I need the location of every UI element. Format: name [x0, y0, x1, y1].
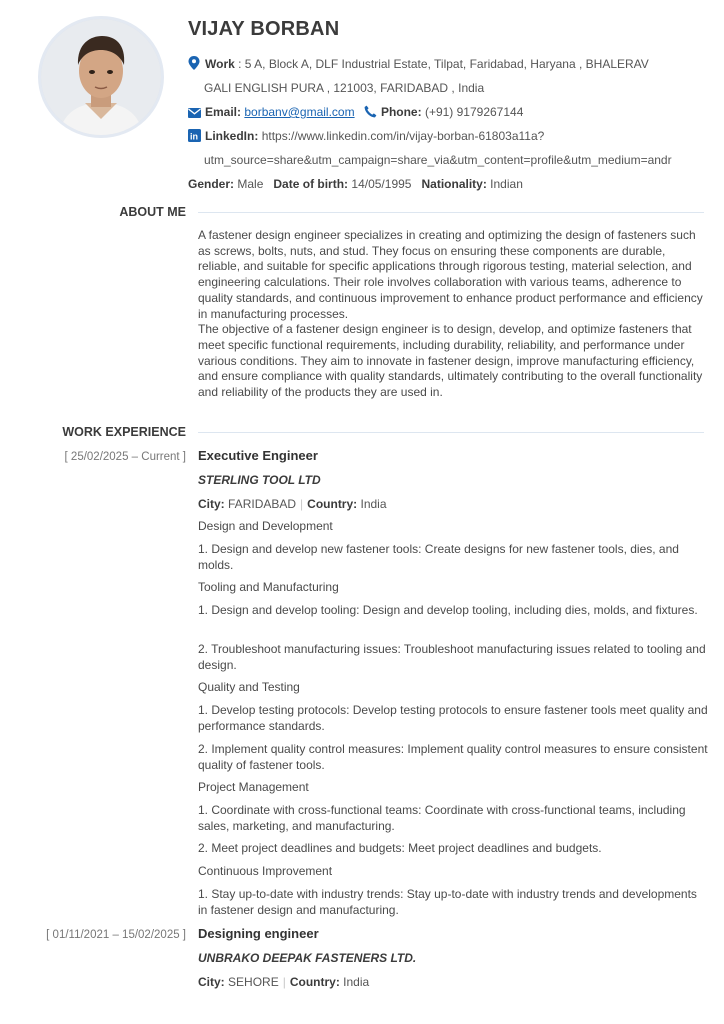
work-address-line-2: GALI ENGLISH PURA , 121003, FARIDABAD , India [204, 81, 485, 95]
city-value: SEHORE [228, 975, 279, 989]
duty-heading: Tooling and Manufacturing [198, 580, 339, 594]
job-title: Designing engineer [198, 926, 319, 941]
gender-value: Male [237, 177, 264, 191]
country-value: India [343, 975, 370, 989]
country-label: Country: [289, 975, 340, 989]
phone-icon [364, 105, 378, 121]
linkedin-url[interactable]: https://www.linkedin.com/in/vijay-borban-61803a11a? [261, 129, 545, 143]
email-label: Email: [205, 105, 242, 119]
svg-text:in: in [190, 131, 198, 142]
nationality-value: Indian [490, 177, 523, 191]
company-name: STERLING TOOL LTD [198, 473, 321, 487]
profile-photo [38, 16, 164, 138]
envelope-icon [188, 107, 202, 121]
country-label: Country: [307, 497, 358, 511]
duty-item: 1. Develop testing protocols: Develop testing protocols to ensure fastener tools meet quality and performance standards. [198, 703, 708, 733]
city-label: City: [198, 497, 225, 511]
duty-heading: Project Management [198, 780, 309, 794]
linkedin-url-continued[interactable]: utm_source=share&utm_campaign=share_via&utm_content=profile&utm_medium=andr [204, 153, 672, 167]
candidate-name: VIJAY BORBAN [188, 18, 340, 40]
linkedin-line [188, 129, 544, 145]
nationality-label: Nationality: [421, 177, 487, 191]
duty-heading: Design and Development [198, 519, 333, 533]
location-pin-icon [188, 56, 202, 73]
job-title: Executive Engineer [198, 448, 318, 463]
contact-line [188, 105, 523, 121]
duty-item: 2. Meet project deadlines and budgets: Meet project deadlines and budgets. [198, 841, 602, 855]
duty-item: 1. Coordinate with cross-functional teams: Coordinate with cross-functional teams, including sales, marketing, and manufacturing. [198, 803, 686, 833]
job-date: [ 25/02/2025 – Current ] [64, 451, 186, 463]
linkedin-label: LinkedIn: [205, 129, 259, 143]
gender-label: Gender: [188, 177, 235, 191]
work-label: Work [205, 57, 235, 71]
section-divider [198, 212, 704, 213]
job-date: [ 01/11/2021 – 15/02/2025 ] [46, 929, 186, 941]
about-paragraph: A fastener design engineer specializes in creating and optimizing the design of fasteners such as screws, bolts, nuts, and stud. They focus on ensuring these components are durable, reliable, and suitable for specific applications through rigorous testing, material selection, and engineering calculations. Their role involves collaboration with various teams, adherence to quality standards, and continuous improvement to enhance product performance and efficiency in manufacturing processes. [198, 228, 703, 321]
about-text [198, 228, 708, 401]
duty-item: 2. Troubleshoot manufacturing issues: Troubleshoot manufacturing issues related to tooling and design. [198, 642, 706, 672]
work-experience-section-title: WORK EXPERIENCE [62, 425, 186, 439]
personal-details [188, 177, 523, 191]
duty-heading: Continuous Improvement [198, 864, 333, 878]
about-section-title: ABOUT ME [119, 205, 186, 219]
country-value: India [360, 497, 387, 511]
duty-item: 1. Design and develop tooling: Design and develop tooling, including dies, molds, and fixtures. [198, 603, 698, 617]
duty-item: 1. Stay up-to-date with industry trends: Stay up-to-date with industry trends and developments in fastener design and manufacturing. [198, 887, 697, 917]
phone-number: (+91) 9179267144 [424, 105, 524, 119]
linkedin-icon [188, 129, 202, 145]
phone-label: Phone: [380, 105, 422, 119]
job-location: City: SEHORE | Country: India [198, 975, 370, 989]
work-address-line [188, 56, 649, 73]
work-address: : 5 A, Block A, DLF Industrial Estate, Tilpat, Faridabad, Haryana , BHALERAV [238, 57, 649, 71]
dob-label: Date of birth: [273, 177, 349, 191]
duty-item: 2. Implement quality control measures: Implement quality control measures to ensure consistent quality of fastener tools. [198, 742, 708, 772]
job-location: City: FARIDABAD | Country: India [198, 497, 387, 511]
duty-item: 1. Design and develop new fastener tools: Create designs for new fastener tools, dies, and molds. [198, 542, 679, 572]
section-divider [198, 432, 704, 433]
city-value: FARIDABAD [228, 497, 297, 511]
email-link[interactable]: borbanv@gmail.com [244, 105, 355, 119]
city-label: City: [198, 975, 225, 989]
company-name: UNBRAKO DEEPAK FASTENERS LTD. [198, 951, 417, 965]
duty-heading: Quality and Testing [198, 680, 300, 694]
about-paragraph: The objective of a fastener design engineer is to design, develop, and optimize fasteners that meet specific functional requirements, including durability, reliability, and performance under various conditions. They aim to innovate in fastener design, improve manufacturing efficiency, and ensure compliance with quality standards, ultimately contributing to the overall functionality and reliability of the products they are used in. [198, 322, 703, 400]
dob-value: 14/05/1995 [351, 177, 412, 191]
